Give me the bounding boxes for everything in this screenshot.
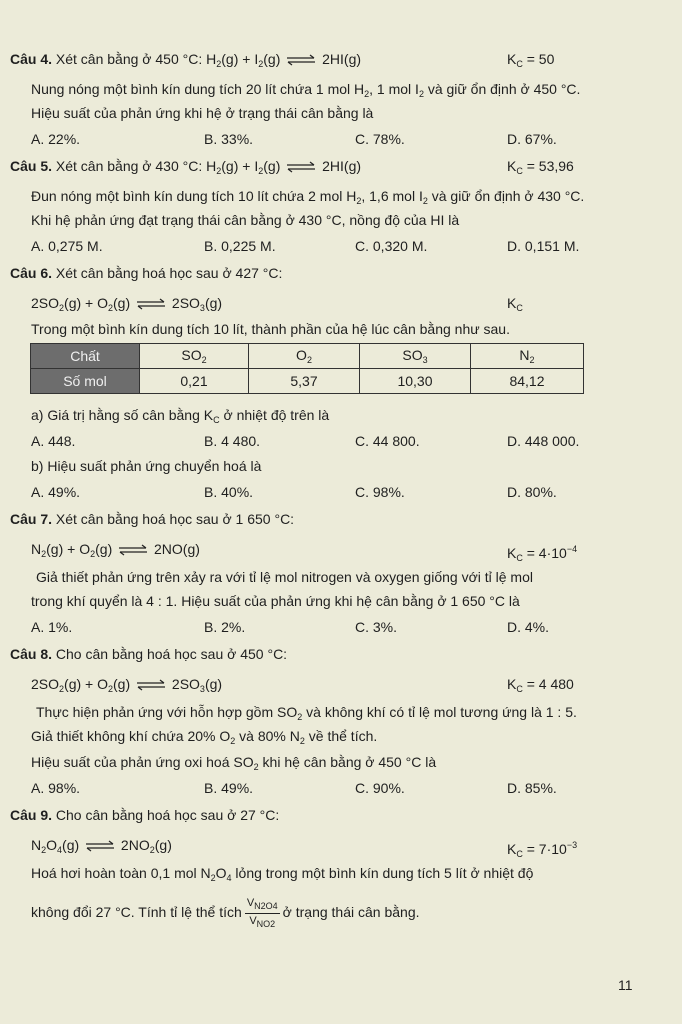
reaction-equation: $2SO_2(g) + O_2(g)$ $2SO_3(g)$ xyxy=(31,676,223,694)
option-b[interactable]: B. 33%. xyxy=(204,131,254,147)
option-a[interactable]: A. 0,275 M. xyxy=(31,238,103,254)
option-a[interactable]: A. 98%. xyxy=(31,780,81,796)
question-label: Câu 9. xyxy=(10,807,53,823)
question-label: Câu 8. xyxy=(10,646,53,662)
question-label: Câu 4. xyxy=(10,51,53,67)
question-label: Câu 5. xyxy=(10,158,53,174)
equilibrium-constant: $K_C = 4\cdot 10^{-4}$ xyxy=(507,544,578,563)
equilibrium-constant: $K_C = 7\cdot 10^{-3}$ xyxy=(507,840,578,859)
question-8-line-2: Giả thiết không khí chứa 20% $O_2$ và 80% $N_2$ về thể tích. xyxy=(31,728,378,746)
equilibrium-arrow-icon xyxy=(136,298,166,310)
option-b[interactable]: B. 0,225 M. xyxy=(204,238,276,254)
question-5-line-1: Đun nóng một bình kín dung tích 10 lít chứa 2 mol $H_2$, 1,6 mol $I_2$ và giữ ổn định ở 430 °C. xyxy=(31,188,585,206)
reaction-equation: $N_2(g) + O_2(g)$ 2NO(g) xyxy=(31,541,200,559)
equilibrium-constant: $K_C$ xyxy=(507,295,523,313)
table-cell: $N_2$ xyxy=(471,344,584,369)
option-d[interactable]: D. 448 000. xyxy=(507,433,580,449)
question-label: Câu 6. xyxy=(10,265,53,281)
option-c[interactable]: C. 98%. xyxy=(355,484,405,500)
option-c[interactable]: C. 44 800. xyxy=(355,433,420,449)
option-c[interactable]: C. 90%. xyxy=(355,780,405,796)
option-a[interactable]: A. 448. xyxy=(31,433,76,449)
question-7-header: Câu 7. Xét cân bằng hoá học sau ở 1 650 °C: xyxy=(10,511,295,527)
question-6-line-1: Trong một bình kín dung tích 10 lít, thành phần của hệ lúc cân bằng như sau. xyxy=(31,321,510,337)
reaction-equation: $N_2O_4(g)$ $2NO_2(g)$ xyxy=(31,837,172,855)
table-cell: $O_2$ xyxy=(249,344,360,369)
option-a[interactable]: A. 1%. xyxy=(31,619,73,635)
option-d[interactable]: D. 4%. xyxy=(507,619,550,635)
equilibrium-arrow-icon xyxy=(136,679,166,691)
option-b[interactable]: B. 4 480. xyxy=(204,433,261,449)
option-a[interactable]: A. 49%. xyxy=(31,484,81,500)
option-c[interactable]: C. 0,320 M. xyxy=(355,238,428,254)
reaction-equation: $2SO_2(g) + O_2(g)$ $2SO_3(g)$ xyxy=(31,295,223,313)
equilibrium-arrow-icon xyxy=(118,544,148,556)
question-9-line-2: không đổi 27 °C. Tính tỉ lệ thể tích $\frac{V_{N2O4}}{V_{NO2}}$ ở trạng thái cân bằng. xyxy=(31,897,420,929)
table-cell: 10,30 xyxy=(360,369,471,394)
option-c[interactable]: C. 78%. xyxy=(355,131,405,147)
option-b[interactable]: B. 40%. xyxy=(204,484,254,500)
table-cell: $SO_2$ xyxy=(140,344,249,369)
equilibrium-constant: $K_C = 53,96$ xyxy=(507,158,574,176)
question-6-header: Câu 6. Xét cân bằng hoá học sau ở 427 °C: xyxy=(10,265,283,281)
option-d[interactable]: D. 80%. xyxy=(507,484,557,500)
question-9-header: Câu 9. Cho cân bằng hoá học sau ở 27 °C: xyxy=(10,807,280,823)
equilibrium-constant: $K_C = 50$ xyxy=(507,51,555,69)
question-8-line-3: Hiệu suất của phản ứng oxi hoá $SO_2$ khi hệ cân bằng ở 450 °C là xyxy=(31,754,437,772)
table-row xyxy=(31,369,584,394)
option-d[interactable]: D. 85%. xyxy=(507,780,557,796)
table-cell: 0,21 xyxy=(140,369,249,394)
equilibrium-constant: $K_C = 4$ 480 xyxy=(507,676,574,694)
question-4-header: Câu 4. Xét cân bằng ở 450 °C: $H_2(g) + I_2(g)$ 2HI(g) xyxy=(10,51,362,69)
table-row xyxy=(31,344,584,369)
equilibrium-arrow-icon xyxy=(286,54,316,66)
table-header: Số mol xyxy=(31,369,140,394)
question-4-line-2: Hiệu suất của phản ứng khi hệ ở trạng thái cân bằng là xyxy=(31,105,374,121)
page-number: 11 xyxy=(618,977,633,993)
question-7-line-2: trong khí quyển là 4 : 1. Hiệu suất của phản ứng khi hệ cân bằng ở 1 650 °C là xyxy=(31,593,520,609)
option-d[interactable]: D. 67%. xyxy=(507,131,557,147)
table-cell: $SO_3$ xyxy=(360,344,471,369)
question-5-header: Câu 5. Xét cân bằng ở 430 °C: $H_2(g) + I_2(g)$ 2HI(g) xyxy=(10,158,362,176)
question-stem: Xét cân bằng ở 450 °C: xyxy=(52,51,207,67)
option-d[interactable]: D. 0,151 M. xyxy=(507,238,580,254)
question-6b: b) Hiệu suất phản ứng chuyển hoá là xyxy=(31,458,262,474)
option-a[interactable]: A. 22%. xyxy=(31,131,81,147)
question-label: Câu 7. xyxy=(10,511,53,527)
question-5-line-2: Khi hệ phản ứng đạt trạng thái cân bằng ở 430 °C, nồng độ của HI là xyxy=(31,212,460,228)
option-b[interactable]: B. 2%. xyxy=(204,619,246,635)
question-7-line-1: Giả thiết phản ứng trên xảy ra với tỉ lệ mol nitrogen và oxygen giống với tỉ lệ mol xyxy=(36,569,533,585)
table-cell: 5,37 xyxy=(249,369,360,394)
volume-ratio-fraction: $\frac{V_{N2O4}}{V_{NO2}}$ xyxy=(246,897,278,929)
option-b[interactable]: B. 49%. xyxy=(204,780,254,796)
question-8-line-1: Thực hiện phản ứng với hỗn hợp gồm $SO_2$ và không khí có tỉ lệ mol tương ứng là 1 : 5. xyxy=(36,704,577,722)
equilibrium-arrow-icon xyxy=(286,161,316,173)
question-9-line-1: Hoá hơi hoàn toàn 0,1 mol $N_2O_4$ lỏng trong một bình kín dung tích 5 lít ở nhiệt độ xyxy=(31,865,534,883)
composition-table xyxy=(30,343,584,394)
option-c[interactable]: C. 3%. xyxy=(355,619,398,635)
table-cell: 84,12 xyxy=(471,369,584,394)
question-4-line-1: Nung nóng một bình kín dung tích 20 lít chứa 1 mol $H_2$, 1 mol $I_2$ và giữ ổn định ở 450 °C. xyxy=(31,81,581,99)
question-8-header: Câu 8. Cho cân bằng hoá học sau ở 450 °C: xyxy=(10,646,288,662)
question-6a: a) Giá trị hằng số cân bằng $K_C$ ở nhiệt độ trên là xyxy=(31,407,330,425)
table-header: Chất xyxy=(31,344,140,369)
equilibrium-arrow-icon xyxy=(85,840,115,852)
